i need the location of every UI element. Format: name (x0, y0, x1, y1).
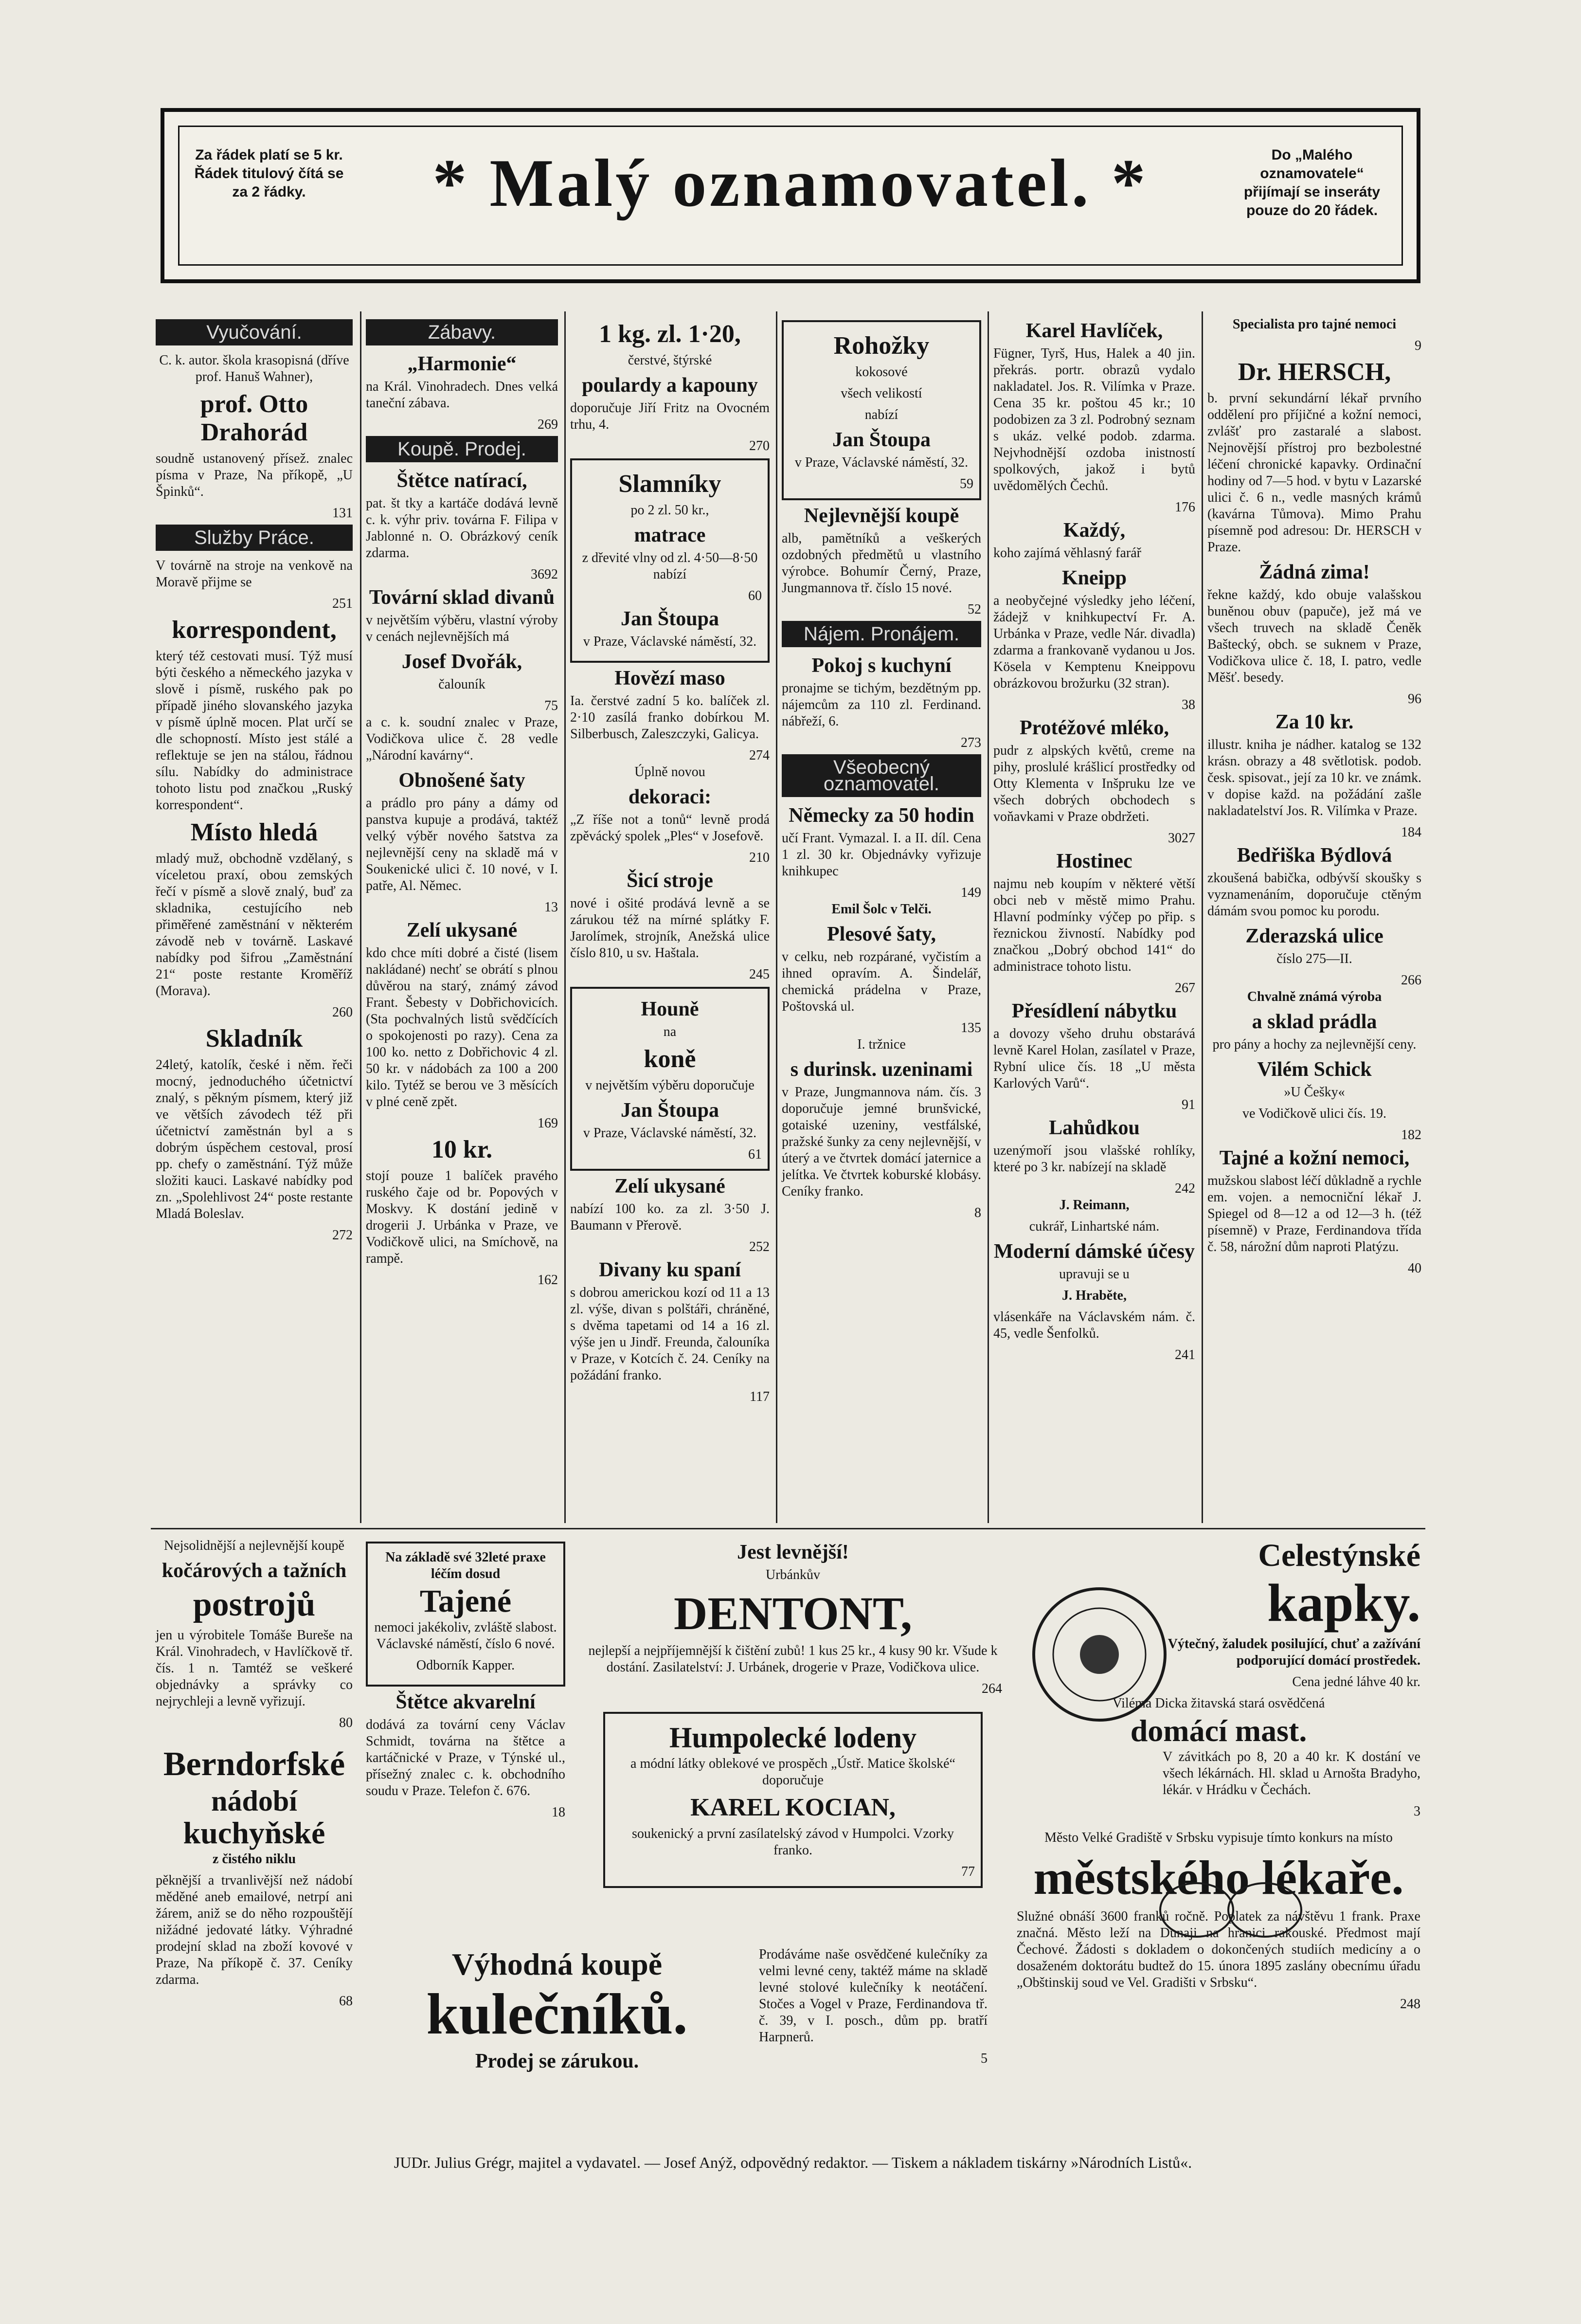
ad-text: „Z říše not a tonů“ levně prodá zpěvácký spolek „Ples“ v Josefově. (570, 812, 770, 844)
column-3 (570, 316, 770, 1405)
ad-number: 80 (339, 1715, 353, 1730)
ad-heading: Jest levnější! (737, 1541, 849, 1563)
ad-text: kdo chce míti dobré a čisté (lisem nakládané) nechť se obrátí s plnou důvěrou na starý, známý závod Frant. Šebesty v Dobřichovicích. (Sta pochvalných listů svědčících o spokojenosti po razy). Cena za 100 ko. netto z Dobřichovic 4 zl. 50 kr. v nádobách za 100 a 200 kilo. Tytéž se berou ve 3 měsících v plné ceně zpět. (366, 945, 558, 1109)
ad-heading: Tovární sklad divanů (369, 586, 555, 609)
ad-text: pro pány a hochy za nejlevnější ceny. (1212, 1037, 1417, 1052)
ad-heading: Přesídlení nábytku (1011, 1000, 1177, 1022)
ad-text: pudr z alpských květů, creme na pihy, proslulé krášlicí prostředky od Otty Klementa v Inšpruku lze ve všech dobrých obchodech s voňavkami v Praze obdržeti. (993, 743, 1195, 824)
ad-heading: korrespondent, (172, 616, 337, 644)
ad-heading: Tajené (419, 1583, 512, 1619)
ad-number: 266 (1401, 973, 1421, 988)
ad-text: učí Frant. Vymazal. I. a II. díl. Cena 1 zl. 30 kr. Objednávky vyřizuje knihkupec (782, 831, 981, 879)
ad-number: 13 (544, 900, 558, 915)
ad-heading: Karel Havlíček, (1025, 320, 1163, 342)
ad-text: číslo 275—II. (1276, 951, 1352, 966)
ad-box (570, 458, 770, 663)
ad-number: 169 (538, 1116, 558, 1131)
ad-text: Fügner, Tyrš, Hus, Halek a 40 jin. překrás. portr. obrazů vydalo nakladatel. Jos. R. Vilímka v Praze. Cena 35 kr. poštou 45 kr.; 10 podobizen za 3 zl. Podrobný seznam s ukáz. velké podob. zdarma. Nejvhodnější ozdoba inistností spolkových, jakož i bytů uvědomělých Čechů. (993, 346, 1195, 493)
section-heading: Všeobecný oznamovatel. (782, 754, 981, 797)
ad-heading: Hovězí maso (614, 667, 725, 690)
ad-text: v největším výběru, vlastní výroby v cenách nejlevnějších má (366, 613, 558, 644)
ad-number: 242 (1175, 1181, 1195, 1196)
ad-number: 176 (1175, 500, 1195, 515)
ad-heading: matrace (634, 524, 706, 546)
ad-text: Urbánkův (766, 1567, 820, 1582)
ad-text: V továrně na stroje na venkově na Moravě přijme se (156, 558, 353, 590)
ad-box (782, 320, 981, 500)
ad-text: Emil Šolc v Telči. (831, 902, 932, 917)
ad-heading: Tajné a kožní nemoci, (1219, 1147, 1410, 1169)
ad-number: 149 (961, 885, 981, 900)
section-heading: Zábavy. (366, 319, 558, 345)
ad-heading: 10 kr. (431, 1136, 493, 1163)
ad-text: doporučuje Jiří Fritz na Ovocném trhu, 4. (570, 400, 770, 432)
ad-heading: prof. Otto Drahorád (200, 390, 308, 446)
ad-number: 135 (961, 1020, 981, 1035)
section-heading: Služby Práce. (156, 525, 353, 551)
column-divider (776, 311, 777, 1523)
ad-heading: Místo hledá (190, 818, 318, 846)
ad-text: jen u výrobitele Tomáše Bureše na Král. Vinohradech, v Havlíčkově tř. čís. 1 n. Tamtéž se veškeré objednávky a správky co nejrychleji a levně vyřizují. (156, 1628, 353, 1709)
ad-text: Chvalně známá výroba (1247, 989, 1382, 1004)
ad-text: C. k. autor. škola krasopisná (dříve prof. Hanuš Wahner), (159, 353, 349, 384)
page-title: * Malý oznamovatel. * (432, 145, 1149, 221)
ad-text: všech velikostí (841, 386, 922, 401)
ad-heading: Za 10 kr. (1275, 711, 1354, 733)
ad-number: 77 (961, 1864, 975, 1879)
ad-text: čerstvé, štýrské (628, 353, 712, 368)
column-5 (993, 316, 1195, 1363)
ad-text: a neobyčejné výsledky jeho léčení, žádejž v knihkupectví Fr. A. Urbánka v Praze, vedle Nár. divadla) zdarma a frankovaně vydanou u Jos. Kösela v Kemptenu Kneippovu obrázkovou brožurku (32 stran). (993, 593, 1195, 691)
ad-text: a módní látky oblekové ve prospěch „Ústř. Matice školské“ doporučuje (630, 1756, 955, 1788)
ad-heading: Houně (641, 998, 699, 1020)
ad-heading: Bedřiška Býdlová (1237, 844, 1392, 867)
column-divider (988, 311, 989, 1523)
ad-heading: s durinsk. uzeninami (790, 1058, 973, 1081)
ad-heading: Jan Štoupa (832, 429, 931, 451)
ad-number: 252 (749, 1239, 770, 1254)
ad-number: 3 (1414, 1804, 1420, 1819)
ad-text: řekne každý, kdo obuje valašskou buněnou obuv (papuče), jež má ve všech truvech na skladě Čeněk Baštecký, obch. se suknem v Praze, Vodičkova ulice č. 18, I. patro, vedle Měšť. besedy. (1207, 587, 1421, 685)
ad-number: 40 (1408, 1261, 1421, 1276)
ad-heading: „Harmonie“ (407, 353, 517, 375)
ad-heading: Výhodná koupě (451, 1947, 663, 1981)
ad-heading: KAREL KOCIAN, (690, 1794, 896, 1821)
ad-text: stojí pouze 1 balíček pravého ruského čaje od br. Popových v Moskvy. K dostání jedině v drogerii J. Urbánka v Praze, ve Vodičkově ulici, na Smíchově, na rampě. (366, 1168, 558, 1266)
ad-text: v celku, neb rozpárané, vyčistím a ihned opravím. A. Šindelář, chemická prádelna v Praze, Poštovská ul. (782, 949, 981, 1014)
header-right-note: Do „Malého oznamovatele“ přijímají se inseráty pouze do 20 řádek. (1243, 147, 1381, 218)
ad-number: 210 (749, 850, 770, 865)
ad-heading: Zderazská ulice (1245, 925, 1383, 947)
page-footer: JUDr. Julius Grégr, majitel a vydavatel. — Josef Anýž, odpovědný redaktor. — Tiskem a nákladem tiskárny »Národních Listů«. (394, 2154, 1192, 2171)
ad-text: Služné obnáší 3600 franků ročně. Poplatek za návštěvu 1 frank. Praxe značná. Město leží na Dunaji na hranici rakouské. Předmost mají Čechové. Žádosti s dokladem o dokončených studiích medicíny a o dosaženém doktorátu budtež do 15. února 1895 zaslány obecnímu úřadu „Obštinskij soud ve Vel. Gradišti v Srbsku“. (1017, 1909, 1420, 1990)
column-divider (1202, 311, 1203, 1523)
ad-heading: městského lékaře. (1033, 1851, 1404, 1905)
ad-heading: Josef Dvořák, (401, 651, 522, 673)
ad-heading: Berndorfské (163, 1745, 345, 1783)
ad-text: »U Češky« (1284, 1085, 1345, 1100)
ad-text: a dovozy všeho druhu obstarává levně Karel Holan, zasílatel v Praze, Rybní ulice čís. 18 „U města Karlových Varů“. (993, 1026, 1195, 1091)
ad-number: 59 (960, 476, 973, 491)
ad-heading: Pokoj s kuchyní (811, 654, 952, 677)
ad-text: z dřevité vlny od zl. 4·50—8·50 nabízí (582, 550, 758, 582)
header-banner (161, 108, 1420, 283)
ad-text: nejlepší a nejpříjemnější k čištění zubů! 1 kus 25 kr., 4 kusy 90 kr. Všude k dostání. Zasilatelství: J. Urbánek, drogerie v Praze, Vodičkova ulice. (588, 1643, 998, 1675)
section-heading: Vyučování. (156, 319, 353, 345)
ad-number: 18 (552, 1805, 565, 1820)
ad-number: 162 (538, 1272, 558, 1288)
ad-text: s dobrou americkou kozí od 11 a 13 zl. výše, divan s polštáři, chráněné, s dvěma tapetami od 14 a 16 zl. výše jen u Jindř. Freunda, čalouníka v Praze, v Kotcích č. 24. Ceníky na požádání franko. (570, 1285, 770, 1383)
column-2 (366, 316, 558, 1289)
ad-text: 24letý, katolík, české i něm. řeči mocný, jednoduchého účetnictví znalý, s pěkným písmem, který již ve větších závodech též při účetnictví zaměstnán byl a s dobrým úspěchem cestoval, prosí pp. chefy o zaměstnání. Týž může složiti kauci. Laskavé nabídky pod zn. „Spolehlivost 24“ poste restante Mladá Boleslav. (156, 1057, 353, 1221)
ad-heading: Rohožky (833, 332, 930, 360)
ad-number: 267 (1175, 980, 1195, 996)
ad-heading: dekoraci: (628, 786, 712, 808)
ad-text: Prodáváme naše osvědčené kulečníky za velmi levné ceny, taktéž máme na skladě levné stolové kulečníky k neotáčení. Stočes a Vogel v Praze, Ferdinandova tř. č. 39, v I. posch., dům pp. bratří Harpnerů. (759, 1947, 988, 2045)
ad-number: 131 (332, 506, 353, 521)
ad-number: 5 (981, 2051, 988, 2066)
ad-heading: Divany ku spaní (599, 1259, 741, 1281)
ad-number: 248 (1400, 1997, 1420, 2012)
ad-text: Viléma Dicka žitavská stará osvědčená (1112, 1696, 1325, 1711)
ad-text: Cena jedné láhve 40 kr. (1292, 1674, 1420, 1689)
section-divider (151, 1528, 1425, 1529)
ad-text: po 2 zl. 50 kr., (630, 503, 709, 518)
bottom-column-2 (366, 1538, 565, 1821)
section-heading: Koupě. Prodej. (366, 436, 558, 462)
bottom-column-3 (584, 1538, 1002, 1903)
seal-emblem (1026, 1581, 1172, 1727)
ad-heading: DENTONT, (674, 1587, 912, 1639)
ad-number: 60 (748, 588, 762, 603)
ad-number: 251 (332, 596, 353, 611)
ad-text: v Praze, Jungmannova nám. čís. 3 doporučuje jemné brunšvické, gotaiské uzeniny, vestfálské, pražské šunky za ceny nejlevnější, v úterý a ve čtvrtek domácí jaternice a jelítka. Ve čtvrtek koburské klobásy. Ceníky franko. (782, 1085, 981, 1199)
ad-text: Na základě své 32leté praxe léčím dosud (385, 1550, 546, 1581)
ad-text: uzenýmoří jsou vlašské rohlíky, které po 3 kr. nabízejí na skladě (993, 1143, 1195, 1175)
ad-text: nabízí 100 ko. za zl. 3·50 J. Baumann v Přerově. (570, 1201, 770, 1233)
ad-text: V závitkách po 8, 20 a 40 kr. K dostání ve všech lékárnách. Hl. sklad u Arnošta Bradyho, lékár. v Hrádku v Čechách. (1163, 1749, 1420, 1797)
ad-number: 269 (538, 417, 558, 432)
ad-text: nemoci jakékoliv, zvláště slabost. Václavské náměstí, číslo 6 nové. (374, 1620, 557, 1652)
ad-text: na Král. Vinohradech. Dnes velká taneční zábava. (366, 379, 558, 411)
ad-heading: Jan Štoupa (621, 608, 719, 630)
ad-text: v největším výběru doporučuje (585, 1078, 755, 1093)
ad-heading: Obnošené šaty (398, 769, 525, 792)
ad-heading: Německy za 50 hodin (789, 804, 974, 827)
ad-text: pat. št tky a kartáče dodává levně c. k. výhr priv. továrna F. Filipa v Jablonné n. O. Obrázkový ceník zdarma. (366, 496, 558, 561)
column-1 (156, 316, 353, 1244)
ad-number: 264 (982, 1681, 1002, 1696)
ad-heading: poulardy a kapouny (582, 374, 758, 397)
ad-heading: postrojů (193, 1586, 316, 1623)
ad-heading: domácí mast. (1130, 1713, 1307, 1748)
ad-number: 3027 (1168, 831, 1195, 846)
ad-heading: Prodej se zárukou. (475, 2050, 639, 2072)
ad-text: vlásenkáře na Václavském nám. č. 45, vedle Šenfolků. (993, 1309, 1195, 1341)
ad-number: 91 (1182, 1097, 1195, 1112)
ad-number: 68 (339, 1994, 353, 2009)
ad-heading: kulečníků. (426, 1981, 688, 2046)
ad-heading: Kneipp (1061, 567, 1127, 589)
ad-text: Nejsolidnější a nejlevnější koupě (164, 1538, 344, 1553)
section-heading: Nájem. Pronájem. (782, 621, 981, 647)
ad-text: dodává za tovární ceny Václav Schmidt, továrna na štětce a kartáčnické v Praze, v Týnské ul., přísežný znalec c. k. obchodního soudu v Praze. Telefon č. 676. (366, 1717, 565, 1798)
ad-number: 117 (750, 1389, 770, 1404)
ad-heading: Šicí stroje (627, 870, 713, 892)
ad-text: upravuji se u (1059, 1267, 1130, 1282)
column-divider (360, 311, 361, 1523)
bottom-column-4 (759, 1946, 988, 2067)
ad-text: Specialista pro tajné nemoci (1232, 317, 1397, 332)
ad-text: J. Hraběte, (1062, 1288, 1127, 1303)
ad-text: alb, pamětníků a veškerých ozdobných předmětů u vlastního výrobce. Bohumír Černý, Praze, Jungmannova tř. číslo 15 nové. (782, 531, 981, 596)
ad-text: Ia. čerstvé zadní 5 ko. balíček zl. 2·10 zasílá franko dobírkou M. Silberbusch, Zaleszczyki, Galicya. (570, 693, 770, 742)
ad-heading: koně (644, 1045, 696, 1073)
stamp-emblem (1158, 1878, 1304, 1942)
ad-text: cukrář, Linhartské nám. (1029, 1219, 1160, 1234)
ad-heading: Plesové šaty, (827, 923, 936, 945)
ad-text: zkoušená babička, odbývší skoušky s vyznamenáním, doporučuje ctěným dámám svou pomoc ku porodu. (1207, 871, 1421, 919)
ad-text: v Praze, Václavské náměstí, 32. (583, 1126, 757, 1141)
ad-number: 241 (1175, 1347, 1195, 1362)
ad-heading: Jan Štoupa (621, 1099, 719, 1122)
ad-number: 272 (332, 1228, 353, 1243)
ad-text: nové i ošité prodává levně a se zárukou též na mírné splátky F. Jarolímek, strojník, Anežská ulice číslo 810, u sv. Haštala. (570, 896, 770, 961)
ad-heading: Humpolecké lodeny (669, 1722, 917, 1754)
ad-heading: Žádná zima! (1259, 561, 1370, 583)
ad-text: který též cestovati musí. Týž musí býti českého a německého jazyka v slově i písmě, ruského pak po případě jiného slovanského jazyka v písmě úplně mocen. Plat určí se dle schopností. Místo jest stálé a reflektuje se jen na stálou, řádnou sílu. Nabídky do administrace tohoto listu pod značkou „Ruský korrespondent“. (156, 649, 353, 813)
column-4 (782, 316, 981, 1221)
ad-heading: Zelí ukysané (406, 919, 518, 942)
ad-heading: kočárových a tažních (162, 1560, 347, 1582)
ad-number: 8 (974, 1205, 981, 1220)
ad-heading: Štětce natírací, (396, 470, 527, 492)
ad-text: J. Reimann, (1059, 1198, 1130, 1213)
header-left-note: Za řádek platí se 5 kr. Řádek titulový čítá se za 2 řádky. (194, 147, 344, 200)
ad-number: 3692 (531, 567, 558, 582)
ad-text: v Praze, Václavské náměstí, 32. (583, 634, 757, 649)
bottom-column-1 (156, 1538, 353, 2010)
ad-text: čalouník (438, 677, 485, 692)
ad-number: 38 (1182, 697, 1195, 712)
ad-heading: kuchyňské (183, 1816, 325, 1850)
ad-heading: Hostinec (1056, 850, 1132, 872)
ad-text: Výtečný, žaludek posilující, chuť a zažívání podporující domácí prostředek. (1168, 1636, 1420, 1668)
ad-heading: Zelí ukysané (614, 1175, 725, 1198)
ad-text: nabízí (864, 407, 898, 422)
ad-text: kokosové (855, 364, 908, 380)
bottom-billiards (360, 1946, 754, 2076)
ad-text: na (663, 1024, 677, 1039)
ad-heading: Každý, (1063, 519, 1126, 542)
ad-heading: a sklad prádla (1252, 1011, 1377, 1033)
column-divider (564, 311, 566, 1523)
ad-heading: Moderní dámské účesy (994, 1240, 1195, 1263)
ad-heading: kapky. (1267, 1573, 1420, 1633)
ad-text: b. první sekundární lékař prvního oddělení pro příjičné a kožní nemoci, zvlášť pro zastaralé a slabost. Nejnovější přístroj pro bezbolestné léčení chronické kapavky. Ordinační hodiny od 7—5 hod. v bytu v Lazarské ulici č. 6 n., vedle masných krámů (kavárna Tůmova). Mimo Prahu písemně pod adresou: Dr. HERSCH v Praze. (1207, 391, 1421, 555)
ad-heading: nádobí (211, 1785, 297, 1817)
ad-text: Úplně novou (634, 764, 705, 780)
ad-heading: Nejlevnější koupě (804, 505, 959, 527)
ad-text: I. tržnice (857, 1037, 906, 1052)
ad-text: a c. k. soudní znalec v Praze, Vodičkova ulice č. 28 vedle „Národní kavárny“. (366, 715, 558, 763)
ad-text: pronajme se tichým, bezdětným pp. nájemcům za 110 zl. Ferdinand. nábřeží, 6. (782, 681, 981, 729)
ad-text: koho zajímá věhlasný farář (993, 545, 1141, 561)
ad-number: 96 (1408, 691, 1421, 707)
ad-number: 182 (1401, 1127, 1421, 1143)
ad-box (366, 1542, 565, 1687)
ad-text: soudně ustanovený přísež. znalec písma v Praze, Na příkopě, „U Špinků“. (156, 451, 353, 499)
ad-heading: 1 kg. zl. 1·20, (599, 320, 741, 348)
ad-number: 75 (544, 698, 558, 713)
ad-number: 270 (749, 438, 770, 454)
ad-number: 184 (1401, 825, 1421, 840)
ad-text: soukenický a první zasílatelský závod v Humpolci. Vzorky franko. (632, 1826, 954, 1858)
ad-text: mladý muž, obchodně vzdělaný, s víceletou praxí, obou zemských řečí v písmě a slově znalý, buď za skladnika, cestujícího neb přiměřené zaměstnání v některém závodě neb v továrně. Laskavé nabídky pod šifrou „Zaměstnání 21“ poste restante Kroměříž (Morava). (156, 851, 353, 999)
ad-text: ve Vodičkově ulici čís. 19. (1242, 1106, 1387, 1121)
ad-heading: Celestýnské (1258, 1538, 1420, 1573)
ad-text: z čistého niklu (212, 1852, 296, 1867)
ad-number: 245 (749, 967, 770, 982)
ad-number: 9 (1415, 338, 1421, 353)
ad-number: 52 (968, 602, 981, 617)
ad-heading: Slamníky (618, 470, 721, 498)
ad-number: 260 (332, 1005, 353, 1020)
ad-heading: Lahůdkou (1049, 1117, 1140, 1139)
ad-text: v Praze, Václavské náměstí, 32. (794, 455, 969, 470)
ad-box (570, 987, 770, 1171)
ad-heading: Protéžové mléko, (1019, 717, 1169, 739)
ad-heading: Dr. HERSCH, (1238, 358, 1391, 386)
ad-number: 274 (749, 748, 770, 763)
ad-number: 273 (961, 735, 981, 750)
ad-text: najmu neb koupím v některé větší obci neb v městě mimo Prahu. Hlavní podmínky výčep po přip. s řeznickou živností. Nabídky pod značkou „Dobrý obchod 141“ do administrace tohoto listu. (993, 876, 1195, 974)
ad-heading: Štětce akvarelní (395, 1691, 536, 1713)
ad-heading: Skladník (205, 1025, 303, 1053)
ad-text: mužskou slabost léčí důkladně a rychle em. vojen. a nemocniční lékař J. Spiegel od 8—12 a od 12—3 h. (též písemně) v Praze, Ferdinandova třída č. 58, nárožní dům naproti Platýzu. (1207, 1173, 1421, 1254)
ad-text: Město Velké Gradiště v Srbsku vypisuje tímto konkurs na místo (1044, 1830, 1393, 1845)
ad-box (603, 1712, 983, 1888)
ad-text: pěknější a trvanlivější než nádobí měděné aneb emailové, netrpí ani žárem, aniž se do něho rozpouštějí nižádné jedovaté látky. Výhradné prodejní sklad na zboží kovové v Praze, Na příkopě č. 37. Ceníky zdarma. (156, 1873, 353, 1987)
ad-text: illustr. kniha je nádher. katalog se 132 krásn. obrazy a 48 světlotisk. podob. česk. spisovat., její za 10 kr. ve známk. v dopise každ. na požádání zašle nakladatelství Jos. R. Vilímka v Praze. (1207, 737, 1421, 818)
ad-number: 61 (748, 1147, 762, 1162)
ad-text: Odborník Kapper. (416, 1658, 515, 1673)
ad-heading: Vilém Schick (1257, 1058, 1372, 1081)
ad-text: a prádlo pro pány a dámy od panstva kupuje a prodává, taktéž velký výběr nového šatstva za nejlevnější ceny na skladě má v Soukenické ulici č. 10 nové, v I. patře, Al. Němec. (366, 796, 558, 893)
column-6 (1207, 316, 1421, 1277)
